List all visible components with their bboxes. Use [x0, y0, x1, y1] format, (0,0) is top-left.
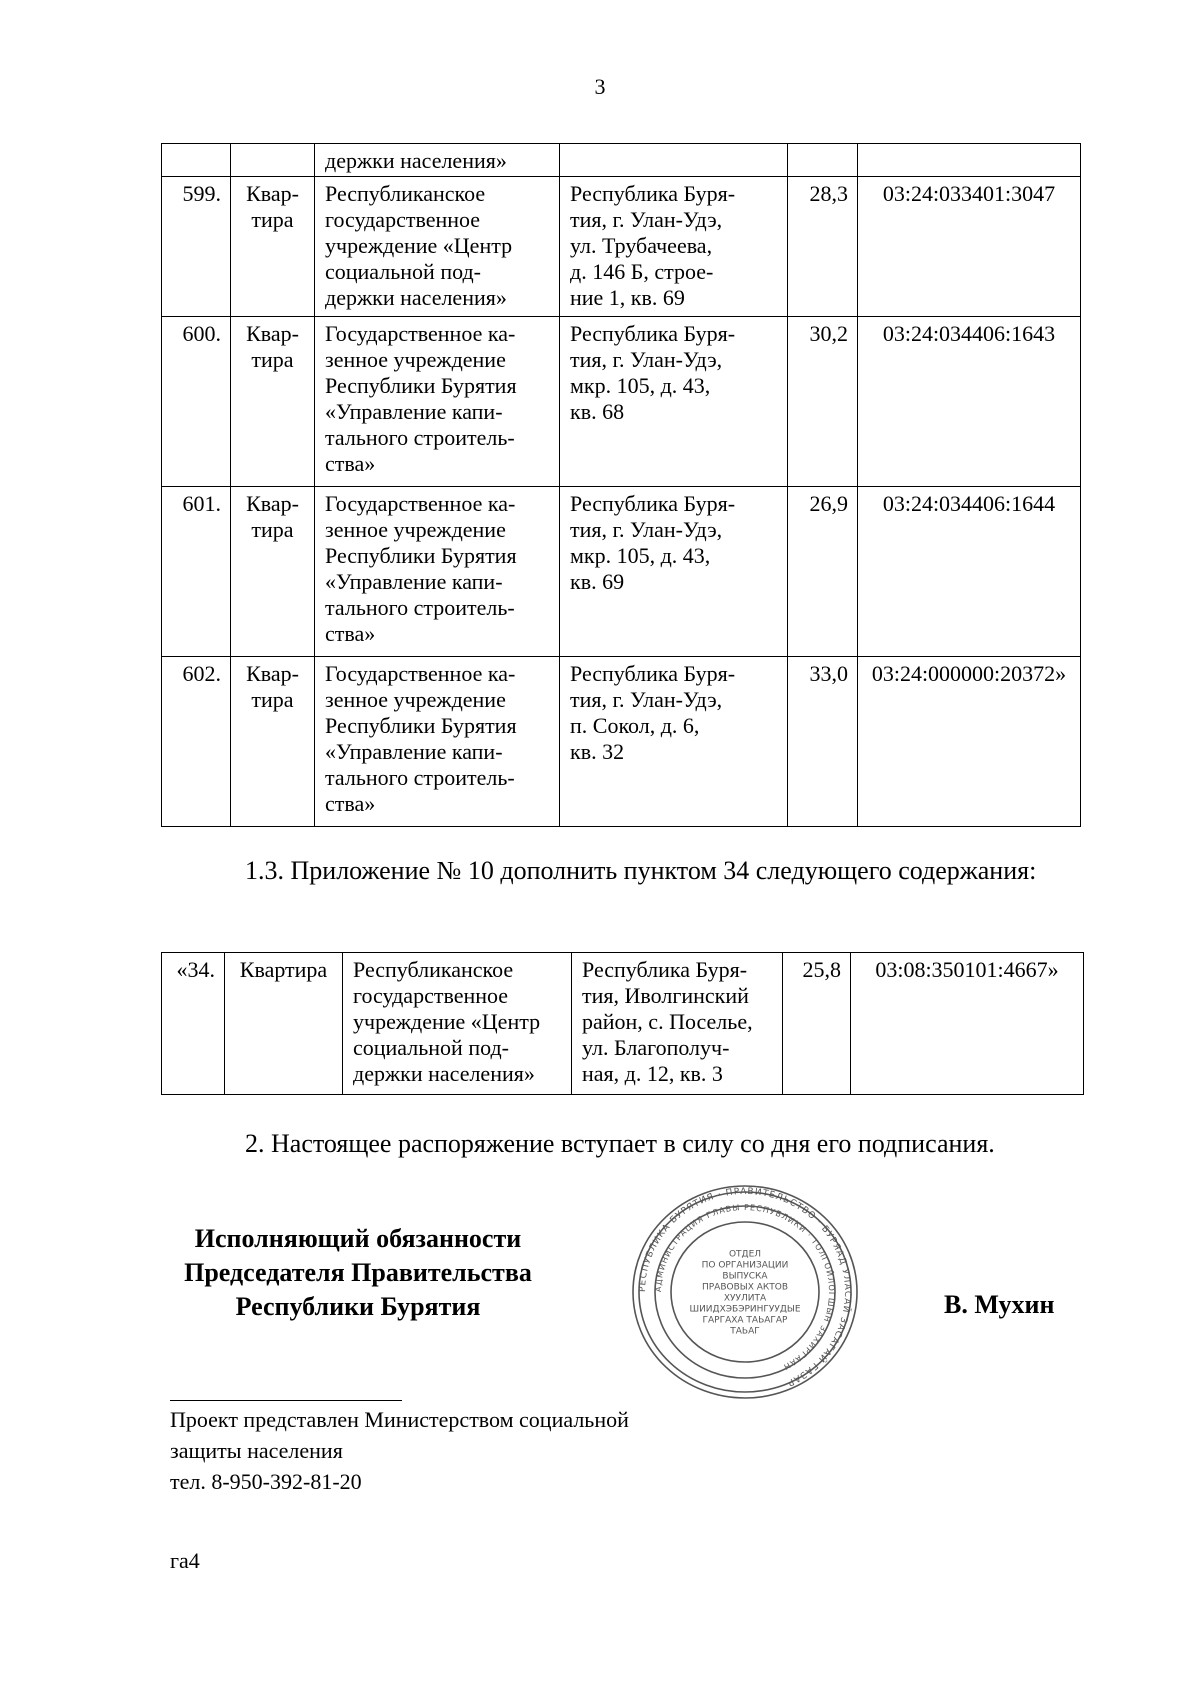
- seal-center-line: ПРАВОВЫХ АКТОВ: [701, 1282, 789, 1293]
- organization-cell: держки населения»: [315, 144, 560, 177]
- official-seal: [629, 1183, 861, 1401]
- page-number: 3: [594, 74, 606, 99]
- address-cell: Республика Буря- тия, г. Улан-Удэ, п. Сокол, д. 6, кв. 32: [560, 657, 788, 827]
- paragraph-2: 2. Настоящее распоряжение вступает в силу со дня его подписания.: [245, 1129, 995, 1158]
- seal-center-line: ПО ОРГАНИЗАЦИИ: [701, 1260, 789, 1271]
- signatory-title: Исполняющий обязанности Председателя Правительства Республики Бурятия: [184, 1224, 532, 1321]
- seal-outer-text: РЕСПУБЛИКА БУРЯТИЯ · ПРАВИТЕЛЬСТВО · БУРЯАД УЛАСАЙ ЗАСАГАЙ ГАЗАР: [637, 1186, 853, 1388]
- row-number-cell: «34.: [162, 953, 225, 1095]
- area-cell: 25,8: [783, 953, 851, 1095]
- footnote: Проект представлен Министерством социальной защиты населения тел. 8-950-392-81-20: [170, 1407, 629, 1494]
- address-cell: [560, 144, 788, 177]
- paragraph-1-3: 1.3. Приложение № 10 дополнить пунктом 34 следующего содержания:: [245, 856, 1037, 885]
- seal-center-text: [689, 1250, 800, 1337]
- address-cell: Республика Буря- тия, г. Улан-Удэ, мкр. 105, д. 43, кв. 69: [560, 487, 788, 657]
- row-number-cell: 599.: [162, 177, 231, 317]
- seal-center-line: ГАРГАХА ТАЬАГАР: [702, 1315, 788, 1326]
- seal-center-line: ОТДЕЛ: [728, 1249, 762, 1260]
- footnote-divider: [170, 1400, 402, 1401]
- object-type-cell: Квар- тира: [231, 657, 315, 827]
- seal-inner-text: АДМИНИСТРАЦИЯ ГЛАВЫ РЕСПУБЛИКИ · ТОЛГОЙЛОГШЫН ЗАХИРГААН: [653, 1202, 837, 1372]
- object-type-cell: Квар- тира: [231, 317, 315, 487]
- address-cell: Республика Буря- тия, г. Улан-Удэ, мкр. 105, д. 43, кв. 68: [560, 317, 788, 487]
- area-cell: 33,0: [788, 657, 858, 827]
- organization-cell: Республиканское государственное учреждение «Центр социальной под- держки населения»: [343, 953, 572, 1095]
- organization-cell: Государственное ка- зенное учреждение Республики Бурятия «Управление капи- тального строитель- ства»: [315, 317, 560, 487]
- area-cell: 28,3: [788, 177, 858, 317]
- organization-cell: Республиканское государственное учреждение «Центр социальной под- держки населения»: [315, 177, 560, 317]
- table-row: [162, 144, 1081, 177]
- row-number-cell: 601.: [162, 487, 231, 657]
- cadastral-number-cell: 03:24:033401:3047: [858, 177, 1081, 317]
- appendix-10-table: [161, 952, 1084, 1095]
- property-table-body: [162, 144, 1081, 827]
- seal-center-line: ХУУЛИТА: [723, 1293, 767, 1304]
- table-row: [162, 953, 1084, 1095]
- cadastral-number-cell: 03:24:000000:20372»: [858, 657, 1081, 827]
- row-number-cell: 602.: [162, 657, 231, 827]
- cadastral-number-cell: 03:24:034406:1643: [858, 317, 1081, 487]
- signatory-name: В. Мухин: [944, 1290, 1055, 1319]
- organization-cell: Государственное ка- зенное учреждение Республики Бурятия «Управление капи- тального строитель- ства»: [315, 487, 560, 657]
- seal-center-line: ТАЬАГ: [730, 1326, 760, 1337]
- table-row: [162, 657, 1081, 827]
- seal-center-line: ШИИДХЭБЭРИНГУУДЫЕ: [689, 1304, 801, 1315]
- object-type-cell: Квартира: [225, 953, 343, 1095]
- cadastral-number-cell: 03:08:350101:4667»: [851, 953, 1084, 1095]
- address-cell: Республика Буря- тия, г. Улан-Удэ, ул. Трубачеева, д. 146 Б, строе- ние 1, кв. 69: [560, 177, 788, 317]
- object-type-cell: Квар- тира: [231, 177, 315, 317]
- address-cell: Республика Буря- тия, Иволгинский район, с. Поселье, ул. Благополуч- ная, д. 12, кв. 3: [572, 953, 783, 1095]
- seal-center-line: ВЫПУСКА: [722, 1271, 768, 1282]
- table-row: [162, 487, 1081, 657]
- cadastral-number-cell: 03:24:034406:1644: [858, 487, 1081, 657]
- cadastral-number-cell: [858, 144, 1081, 177]
- area-cell: 30,2: [788, 317, 858, 487]
- row-number-cell: 600.: [162, 317, 231, 487]
- object-type-cell: [231, 144, 315, 177]
- organization-cell: Государственное ка- зенное учреждение Республики Бурятия «Управление капи- тального строитель- ства»: [315, 657, 560, 827]
- appendix-10-table-body: [162, 953, 1084, 1095]
- table-row: [162, 177, 1081, 317]
- row-number-cell: [162, 144, 231, 177]
- area-cell: 26,9: [788, 487, 858, 657]
- area-cell: [788, 144, 858, 177]
- document-code: га4: [170, 1548, 200, 1573]
- object-type-cell: Квар- тира: [231, 487, 315, 657]
- table-row: [162, 317, 1081, 487]
- property-table: [161, 143, 1081, 827]
